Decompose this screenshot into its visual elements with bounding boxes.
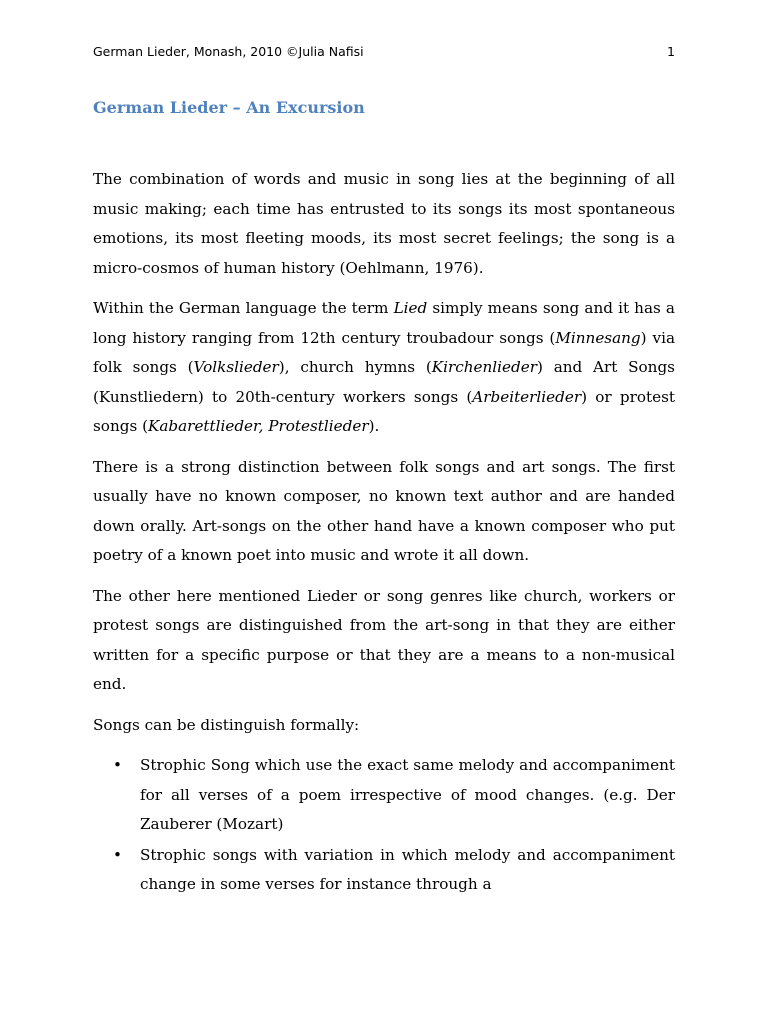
running-title: German Lieder, Monash, 2010 ©Julia Nafisi	[93, 44, 364, 59]
text-span: ) via folk songs (	[93, 328, 675, 376]
text-span: ) and Art Songs (Kunstliedern) to 20th-century workers songs (	[93, 358, 675, 406]
page-number: 1	[667, 44, 675, 59]
bullet-marker: •	[113, 756, 122, 774]
text-span: ) or protest songs (	[93, 387, 675, 435]
paragraph-forms-intro: Songs can be distinguish formally:	[93, 715, 360, 734]
term-kirchenlieder: Kirchenlieder	[431, 358, 537, 376]
text-span: simply means song and it has a long history ranging from 12th century troubadour songs (	[93, 299, 675, 347]
text-span: ), church hymns (	[278, 358, 432, 376]
term-lied: Lied	[393, 299, 428, 317]
paragraph-folk-vs-art: There is a strong distinction between folk songs and art songs. The first usually have no known composer, no known text author and are handed down orally. Art-songs on the other hand have a known composer who put poetry of a known poet into music and wrote it all down.	[93, 457, 675, 564]
paragraph-intro: The combination of words and music in song lies at the beginning of all music making; each time has entrusted to its songs its most spontaneous emotions, its most fleeting moods, its most secret feelings; the song is a micro-cosmos of human history (Oehlmann, 1976).	[93, 170, 675, 277]
paragraph-other-genres: The other here mentioned Lieder or song genres like church, workers or protest songs are distinguished from the art-song in that they are either written for a specific purpose or that they are a means to a non-musical end.	[93, 586, 675, 693]
list-item-text: Strophic Song which use the exact same melody and accompaniment for all verses of a poem irrespective of mood changes. (e.g. Der Zauberer (Mozart)	[140, 756, 675, 833]
term-minnesang: Minnesang	[555, 328, 641, 347]
document-body	[93, 165, 675, 901]
list-item	[93, 751, 675, 840]
paragraph-lied-history	[93, 294, 675, 442]
list-item	[93, 841, 675, 900]
text-span: Within the German language the term	[93, 299, 394, 317]
text-span: ).	[368, 417, 380, 435]
term-arbeiterlieder: Arbeiterlieder	[472, 387, 582, 406]
term-protestlieder: Kabarettlieder, Protestlieder	[148, 417, 369, 435]
document-title: German Lieder – An Excursion	[93, 98, 365, 117]
list-item-text: Strophic songs with variation in which melody and accompaniment change in some verses for instance through a	[140, 845, 675, 893]
bullet-marker: •	[113, 845, 122, 864]
song-forms-list	[93, 751, 675, 900]
term-volkslieder: Volkslieder	[193, 358, 279, 376]
